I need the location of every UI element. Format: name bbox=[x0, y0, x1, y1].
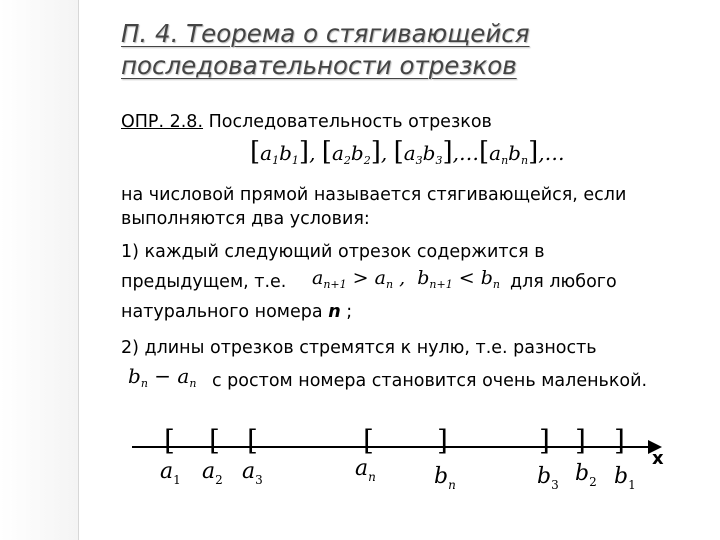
title-line-1: П. 4. Теорема о стягивающейся bbox=[121, 19, 530, 48]
left-bracket: [ bbox=[247, 424, 258, 457]
label-a1: $a_1$ bbox=[160, 459, 181, 487]
right-bracket: ] bbox=[575, 424, 586, 457]
condition2-formula: $b_n - a_n$ bbox=[128, 364, 197, 390]
definition-label: ОПР. 2.8. bbox=[121, 112, 204, 132]
label-a2: $a_2$ bbox=[202, 459, 223, 487]
variable-n: n bbox=[328, 302, 341, 322]
condition1-line-1: 1) каждый следующий отрезок содержится в bbox=[121, 242, 545, 262]
condition1-line-2a: предыдущем, т.е. bbox=[121, 272, 287, 292]
title-line-2: последовательности отрезков bbox=[121, 51, 517, 80]
right-bracket: ] bbox=[437, 424, 448, 457]
condition1-line-3 bbox=[121, 300, 352, 324]
label-a3: $a_3$ bbox=[242, 459, 263, 487]
condition1-line-3a: натурального номера bbox=[121, 302, 323, 322]
label-b2: $b_2$ bbox=[575, 461, 597, 489]
label-b3: $b_3$ bbox=[537, 464, 559, 492]
definition-line-2: на числовой прямой называется стягивающейся, если bbox=[121, 185, 627, 205]
condition1-line-2b: для любого bbox=[510, 272, 617, 292]
left-bracket: [ bbox=[209, 424, 220, 457]
label-b1: $b_1$ bbox=[614, 464, 636, 492]
condition1-formula: $a_{n+1} > a_n$ , $b_{n+1} < b_n$ bbox=[312, 267, 500, 291]
left-bracket: [ bbox=[164, 424, 175, 457]
label-an: $a_n$ bbox=[355, 456, 376, 484]
axis-label-x: x bbox=[652, 448, 664, 469]
condition2-line-2: с ростом номера становится очень маленькой. bbox=[212, 371, 648, 391]
slide-title bbox=[121, 18, 681, 82]
right-bracket: ] bbox=[539, 424, 550, 457]
slide-left-margin bbox=[0, 0, 79, 540]
label-bn: $b_n$ bbox=[434, 464, 456, 492]
left-bracket: [ bbox=[363, 424, 374, 457]
definition-line-1 bbox=[121, 110, 492, 134]
segment-sequence: $[a_1b_1]$, $[a_2b_2]$, $[a_3b_3],\dots[a_nb_n],\dots$ bbox=[250, 137, 565, 167]
definition-text: Последовательность отрезков bbox=[203, 112, 492, 132]
definition-line-3: выполняются два условия: bbox=[121, 209, 370, 229]
condition1-line-3b: ; bbox=[346, 302, 353, 322]
right-bracket: ] bbox=[614, 424, 625, 457]
condition2-line-1: 2) длины отрезков стремятся к нулю, т.е. разность bbox=[121, 338, 597, 358]
